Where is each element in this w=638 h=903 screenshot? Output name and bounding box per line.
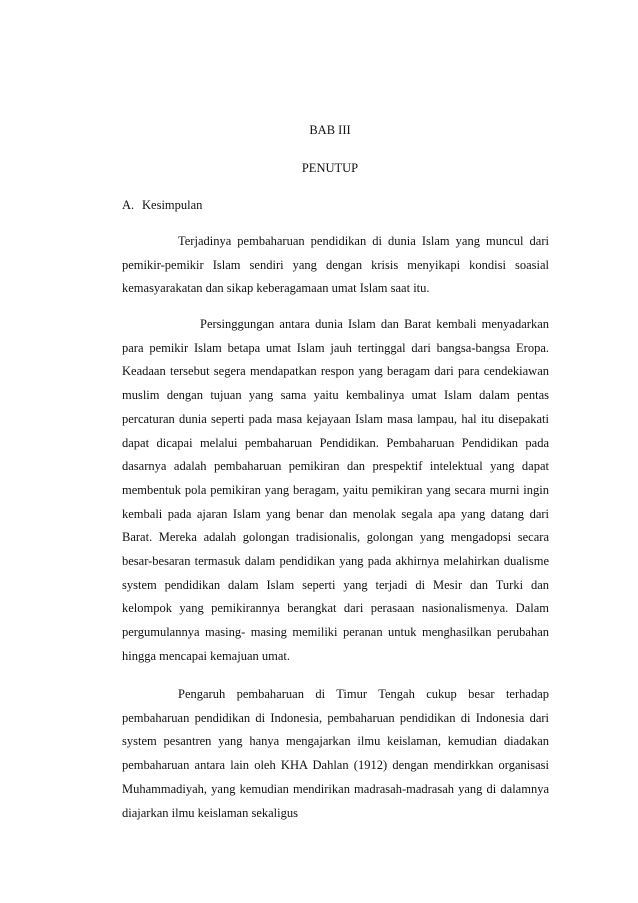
chapter-title: PENUTUP xyxy=(301,161,359,175)
section-title: Kesimpulan xyxy=(142,198,203,212)
paragraph-2: Persinggungan antara dunia Islam dan Barat kembali menyadarkan para pemikir Islam betapa umat Islam jauh tertinggal dari bangsa-bangsa Eropa. Keadaan tersebut segera mendapatkan respon yang beragam dari para cendekiawan muslim dengan tujuan yang sama yaitu kembalinya umat Islam dalam pentas percaturan dunia seperti pada masa kejayaan Islam masa lampau, hal itu disepakati dapat dicapai melalui pembaharuan Pendidikan. Pembaharuan Pendidikan pada dasarnya adalah pembaharuan pemikiran dan prespektif intelektual yang dapat membentuk pola pemikiran yang beragam, yaitu pemikiran yang secara murni ingin kembali pada ajaran Islam yang benar dan menolak segala apa yang datang dari Barat. Mereka adalah golongan tradisionalis, golongan yang mengadopsi secara besar-besaran termasuk dalam pendidikan yang pada akhirnya melahirkan dualisme system pendidikan dalam Islam seperti yang terjadi di Mesir dan Turki dan kelompok yang pemikirannya berangkat dari perasaan nasionalismenya. Dalam pergumulannya masing- masing memiliki peranan untuk menghasilkan perubahan hingga mencapai kemajuan umat. xyxy=(122,317,549,663)
chapter-number: BAB III xyxy=(309,123,351,137)
paragraph-1: Terjadinya pembaharuan pendidikan di dunia Islam yang muncul dari pemikir-pemikir Islam sendiri yang dengan krisis menyikapi kondisi soasial kemasyarakatan dan sikap keberagamaan umat Islam saat itu. xyxy=(122,234,549,296)
section-marker: A. xyxy=(122,198,135,212)
section-heading xyxy=(122,197,202,213)
paragraph-3: Pengaruh pembaharuan di Timur Tengah cukup besar terhadap pembaharuan pendidikan di Indonesia, pembaharuan pendidikan di Indonesia dari system pesantren yang hanya mengajarkan ilmu keislaman, kemudian diadakan pembaharuan antara lain oleh KHA Dahlan (1912) dengan mendirkkan organisasi Muhammadiyah, yang kemudian mendirikan madrasah-madrasah yang di dalamnya diajarkan ilmu keislaman sekaligus xyxy=(122,687,549,820)
